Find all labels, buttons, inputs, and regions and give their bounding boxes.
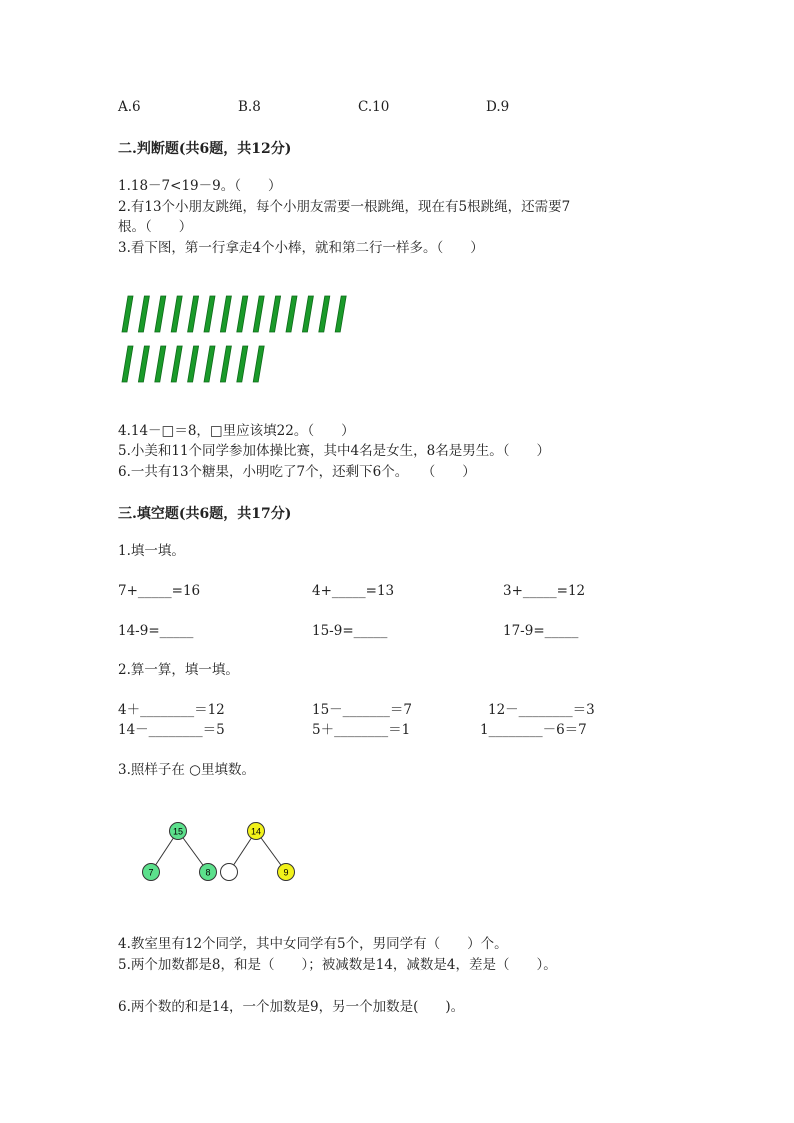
right-b-number: 9 (283, 867, 289, 878)
s2-question-1: 1.18－7<19－9。（ ） (118, 178, 282, 194)
counting-stick (237, 346, 248, 382)
counting-stick (237, 296, 248, 332)
s3-question-3-title: 3.照样子在 ○里填数。 (118, 762, 255, 778)
choice-d: D.9 (486, 99, 510, 115)
counting-stick (204, 296, 215, 332)
s2-question-2: 2.有13个小朋友跳绳，每个小朋友需要一根跳绳，现在有5根跳绳，还需要7 (118, 199, 571, 215)
choice-c: C.10 (358, 99, 390, 115)
counting-stick (253, 296, 264, 332)
left-b-number: 8 (205, 867, 211, 878)
calc-blank-1: 4＋________＝12 (118, 702, 225, 718)
counting-stick (286, 296, 297, 332)
fill-blank-1: 7+_____=16 (118, 583, 201, 599)
counting-stick (155, 296, 166, 332)
counting-stick (270, 296, 281, 332)
s3-question-1-title: 1.填一填。 (118, 543, 185, 559)
calc-blank-4: 14－________＝5 (118, 722, 225, 738)
counting-stick (188, 296, 199, 332)
counting-stick (171, 296, 182, 332)
number-split-diagram (130, 816, 310, 886)
counting-stick (220, 296, 231, 332)
left-top-number: 15 (172, 826, 184, 837)
s2-question-3: 3.看下图，第一行拿走4个小棒，就和第二行一样多。（ ） (118, 240, 484, 256)
sticks-figure (118, 290, 368, 390)
section3-heading: 三.填空题(共6题，共17分) (118, 506, 292, 522)
fill-blank-3: 3+_____=12 (503, 583, 586, 599)
empty-answer-circle (221, 864, 238, 881)
counting-stick (122, 346, 133, 382)
counting-stick (302, 296, 313, 332)
s3-question-2-title: 2.算一算，填一填。 (118, 662, 239, 678)
calc-blank-2: 15－_______＝7 (312, 702, 413, 718)
counting-stick (335, 296, 346, 332)
counting-stick (155, 346, 166, 382)
counting-stick (319, 296, 330, 332)
right-top-number: 14 (250, 826, 262, 837)
s2-question-5: 5.小美和11个同学参加体操比赛，其中4名是女生，8名是男生。（ ） (118, 443, 550, 459)
section2-heading: 二.判断题(共6题，共12分) (118, 141, 292, 157)
counting-stick (204, 346, 215, 382)
calc-blank-6: 1________－6＝7 (480, 722, 587, 738)
calc-blank-5: 5＋________＝1 (312, 722, 411, 738)
fill-blank-2: 4+_____=13 (312, 583, 395, 599)
s3-question-6: 6.两个数的和是14，一个加数是9，另一个加数是( )。 (118, 999, 465, 1015)
choice-b: B.8 (238, 99, 261, 115)
counting-stick (138, 346, 149, 382)
choice-a: A.6 (118, 99, 141, 115)
fill-blank-5: 15-9=_____ (312, 623, 388, 639)
counting-stick (220, 346, 231, 382)
s3-question-5: 5.两个加数都是8，和是（ ）；被减数是14，减数是4，差是（ ）。 (118, 957, 557, 973)
left-a-number: 7 (148, 867, 154, 878)
counting-stick (138, 296, 149, 332)
fill-blank-6: 17-9=_____ (503, 623, 579, 639)
s2-question-2-cont: 根。（ ） (118, 219, 193, 235)
counting-stick (188, 346, 199, 382)
counting-stick (253, 346, 264, 382)
fill-blank-4: 14-9=_____ (118, 623, 194, 639)
counting-stick (171, 346, 182, 382)
s2-question-6: 6.一共有13个糖果，小明吃了7个，还剩下6个。 （ ） (118, 464, 476, 480)
s2-question-4: 4.14－□＝8，□里应该填22。（ ） (118, 423, 355, 439)
s3-question-4: 4.教室里有12个同学，其中女同学有5个，男同学有（ ）个。 (118, 936, 508, 952)
counting-stick (122, 296, 133, 332)
calc-blank-3: 12－________＝3 (488, 702, 595, 718)
